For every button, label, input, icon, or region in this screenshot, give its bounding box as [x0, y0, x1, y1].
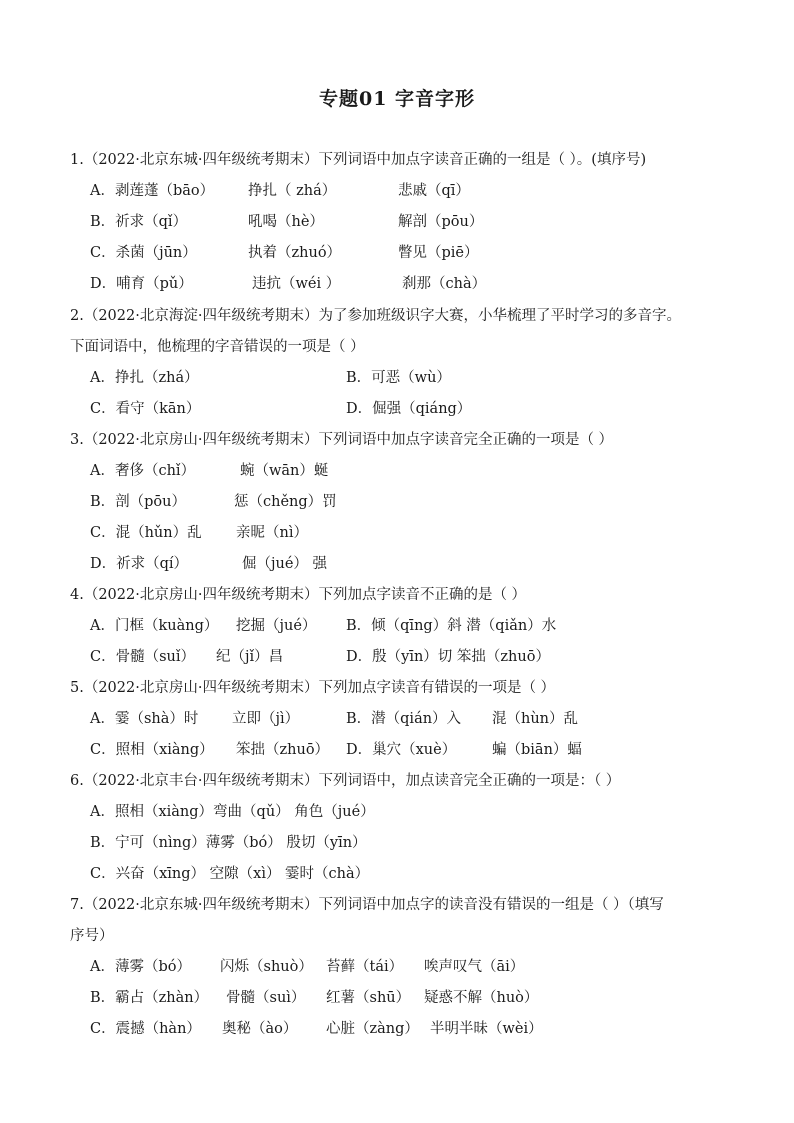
question-2-stem-cont: 下面词语中，他梳理的字音错误的一项是（ ）: [70, 339, 365, 355]
document-page: 专题01 字音字形 1.（2022·北京东城·四年级统考期末）下列词语中加点字读音正确的一组是（ ）。(填序号) A．剥莲蓬（bāo） 挣扎（ zhá） 悲戚（qī） B．祈求（qǐ） 吼喝（hè） 解剖（pōu） C．杀菌（jūn） 执着（zhuó） 瞥见（piē） D．哺育（pǔ） 违抗（wéi ） 刹那（chà） 2.（2022·北京海淀·四年级统考期末）为了参加班级识字大赛，小华梳理了平时学习的多音字。 下面词语中，他梳理的字音错误的一项是（ ） A．挣扎（zhá） B．可恶（wù） C．看守（kān） D．倔强（qiáng） 3.（2022·北京房山·四年级统考期末）下列词语中加点字读音完全正确的一项是（ ） A．奢侈（chǐ） 蜿（wān）蜒 B．剖（pōu） 惩（chěng）罚 C．混（hǔn）乱 亲昵（nì） D．祈求（qí） 倔（jué） 强 4.（2022·北京房山·四年级统考期末）下列加点字读音不正确的是（ ） A．门框（kuàng） 挖掘（jué） B．倾（qīng）斜 潜（qiǎn）水 C．骨髓（suǐ） 纪（jǐ）昌 D．殷（yīn）切 笨拙（zhuō） 5.（2022·北京房山·四年级统考期末）下列加点字读音有错误的一项是（ ） A．霎（shà）时 立即（jì） B．潜（qián）入 混（hùn）乱 C．照相（xiàng） 笨拙（zhuō） D．巢穴（xuè） 蝙（biān）蝠 6.（2022·北京丰台·四年级统考期末）下列词语中，加点读音完全正确的一项是：（ ） A．照相（xiàng）弯曲（qǔ） 角色（jué） B．宁可（nìng）薄雾（bó） 殷切（yīn） C．兴奋（xīng） 空隙（xì） 霎时（chà） 7.（2022·北京东城·四年级统考期末）下列词语中加点字的读音没有错误的一组是（ ）（填写 序号） A．薄雾（bó） 闪烁（shuò） 苔藓（tái） 唉声叹气（āi） B．霸占（zhàn） 骨髓（suì） 红薯（shū） 疑惑不解（huò） C．震撼（hàn） 奥秘（ào） 心脏（zàng） 半明半昧（wèi）: [0, 0, 794, 1123]
question-4-stem: 4.（2022·北京房山·四年级统考期末）下列加点字读音不正确的是（ ）: [70, 587, 527, 603]
question-1-stem: 1.（2022·北京东城·四年级统考期末）下列词语中加点字读音正确的一组是（ ）。(填序号): [70, 152, 647, 168]
question-6-stem: 6.（2022·北京丰台·四年级统考期末）下列词语中，加点读音完全正确的一项是：（ ）: [70, 773, 621, 789]
question-2-stem: 2.（2022·北京海淀·四年级统考期末）为了参加班级识字大赛，小华梳理了平时学习的多音字。: [70, 308, 681, 324]
question-3-stem: 3.（2022·北京房山·四年级统考期末）下列词语中加点字读音完全正确的一项是（ ）: [70, 432, 614, 448]
q6-option-c: C．兴奋（xīng） 空隙（xì） 霎时（chà）: [90, 866, 370, 882]
question-7-stem: 7.（2022·北京东城·四年级统考期末）下列词语中加点字的读音没有错误的一组是（ ）（填写: [70, 897, 664, 913]
q6-option-a: A．照相（xiàng）弯曲（qǔ） 角色（jué）: [90, 804, 375, 820]
q6-option-b: B．宁可（nìng）薄雾（bó） 殷切（yīn）: [90, 835, 367, 851]
question-7-stem-cont: 序号）: [70, 928, 114, 944]
question-5-stem: 5.（2022·北京房山·四年级统考期末）下列加点字读音有错误的一项是（ ）: [70, 680, 556, 696]
page-title: 专题01 字音字形: [318, 88, 476, 110]
